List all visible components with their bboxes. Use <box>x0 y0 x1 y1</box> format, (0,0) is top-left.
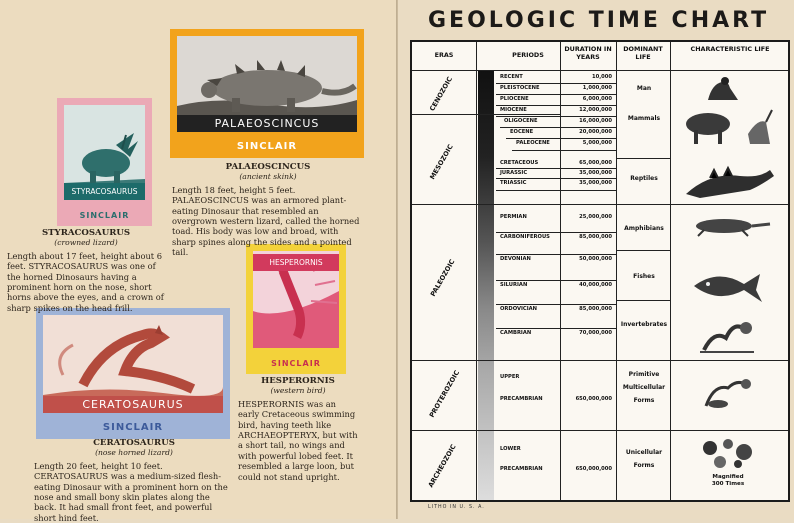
header-dominant-life <box>620 46 666 61</box>
illustration-man <box>698 76 748 102</box>
period-duration: 70,000,000 <box>579 330 612 336</box>
life-line: Multicellular <box>622 384 666 391</box>
row-divider <box>496 83 616 84</box>
period-name: PRECAMBRIAN <box>500 466 543 472</box>
caption-title: HESPERORNIS <box>261 376 335 386</box>
stamp-brand: SINCLAIR <box>79 211 130 220</box>
life-invertebrates: Invertebrates <box>620 321 668 328</box>
illustration-fishes <box>688 260 768 310</box>
caption-body: Length about 17 feet, height about 6 feet. STYRACOSAURUS was one of the horned Dinosaurs having a prominent horn on the nose, short horns above the eyes, and a crown of sharp spikes on the head frill. <box>7 250 164 313</box>
row-divider <box>512 150 616 151</box>
period-name: ORDOVICIAN <box>500 306 538 312</box>
period-name: CARBONIFEROUS <box>500 234 550 240</box>
stamp-brand: SINCLAIR <box>236 141 298 152</box>
stamp-styracosaurus <box>57 98 152 226</box>
caption-ceratosaurus <box>34 438 234 523</box>
magnified-note <box>696 474 760 488</box>
life-man: Man <box>636 85 652 92</box>
illustration-invertebrates <box>694 310 758 354</box>
row-divider <box>496 328 616 329</box>
stamp-brand: SINCLAIR <box>271 359 321 368</box>
caption-subtitle: (crowned lizard) <box>54 238 118 248</box>
caption-title: PALAEOSCINCUS <box>225 162 311 172</box>
life-mammals: Mammals <box>627 115 661 122</box>
illustration-mammals <box>678 104 778 154</box>
period-duration: 5,000,000 <box>582 140 612 146</box>
period-name: PLIOCENE <box>500 96 529 102</box>
stamp-banner: STYRACOSAURUS <box>64 183 145 200</box>
period-duration: 85,000,000 <box>579 306 612 312</box>
period-duration: 85,000,000 <box>579 234 612 240</box>
period-name: TRIASSIC <box>500 180 527 186</box>
caption-subtitle: (nose horned lizard) <box>95 448 173 458</box>
row-divider <box>496 304 616 305</box>
row-divider <box>496 360 616 361</box>
period-name: SILURIAN <box>500 282 528 288</box>
period-duration: 35,000,000 <box>579 180 612 186</box>
life-line: Unicellular <box>625 449 663 456</box>
period-duration: 25,000,000 <box>579 214 612 220</box>
life-line: Primitive <box>628 371 660 378</box>
note-line: 300 Times <box>711 481 745 487</box>
period-duration: 6,000,000 <box>582 96 612 102</box>
life-reptiles: Reptiles <box>630 175 658 182</box>
illustration-reptiles <box>680 162 780 202</box>
stamp-hesperornis <box>246 244 346 374</box>
period-name: EOCENE <box>510 129 534 135</box>
period-duration: 650,000,000 <box>575 466 612 472</box>
illustration-amphibians <box>682 214 772 238</box>
litho-note: LITHO IN U. S. A. <box>428 505 485 510</box>
period-duration: 1,000,000 <box>582 85 612 91</box>
header-characteristic-life <box>680 46 780 54</box>
time-scale-bar <box>478 71 494 500</box>
row-divider <box>496 94 616 95</box>
illustration-unicellular <box>698 436 762 470</box>
period-name: PALEOCENE <box>516 140 550 146</box>
header-periods: PERIODS <box>512 51 544 59</box>
caption-body: Length 18 feet, height 5 feet. PALAEOSCINCUS was an armored plant-eating Dinosaur that resembled an overgrown western lizard, called the horned toad. His body was low and broad, with sharp spines along the sides and a pointed tail. <box>172 184 360 258</box>
stamp-banner: PALAEOSCINCUS <box>177 115 357 132</box>
period-name: CRETACEOUS <box>500 160 539 166</box>
header-characteristic-life-text: CHARACTERISTIC LIFE <box>690 45 770 53</box>
period-duration: 650,000,000 <box>575 396 612 402</box>
period-name: PLEISTOCENE <box>500 85 540 91</box>
period-name: OLIGOCENE <box>504 118 538 124</box>
period-duration: 10,000 <box>591 74 612 80</box>
period-name: RECENT <box>500 74 523 80</box>
stamp-brand: SINCLAIR <box>102 422 164 433</box>
period-name: MIOCENE <box>500 107 527 113</box>
period-name: PRECAMBRIAN <box>500 396 543 402</box>
illustration-multicellular <box>698 374 758 410</box>
period-name: DEVONIAN <box>500 256 531 262</box>
row-divider <box>496 232 616 233</box>
caption-title: STYRACOSAURUS <box>41 228 131 238</box>
stamp-palaeoscincus <box>170 29 364 158</box>
row-divider <box>500 127 616 128</box>
row-divider <box>496 168 616 169</box>
caption-hesperornis <box>238 376 358 482</box>
life-primitive-multicellular <box>618 368 670 407</box>
period-duration: 35,000,000 <box>579 170 612 176</box>
period-name: LOWER <box>500 446 521 452</box>
era-paleozoic: PALEOZOIC <box>428 258 457 298</box>
period-duration: 65,000,000 <box>579 160 612 166</box>
life-line: Forms <box>633 462 655 469</box>
period-name: PERMIAN <box>500 214 527 220</box>
caption-styracosaurus <box>7 228 165 313</box>
life-line: Forms <box>633 397 655 404</box>
caption-subtitle: (western bird) <box>270 386 326 396</box>
era-cenozoic: CENOZOIC <box>428 75 455 113</box>
era-mesozoic: MESOZOIC <box>428 143 455 181</box>
right-page <box>398 0 794 519</box>
header-eras: ERAS <box>434 51 454 59</box>
row-divider <box>496 190 616 191</box>
row-divider <box>506 138 616 139</box>
note-line: Magnified <box>712 474 744 480</box>
header-dominant-life-text: DOMINANT LIFE <box>623 45 663 61</box>
caption-palaeoscincus <box>172 162 364 258</box>
chart-title: GEOLOGIC TIME CHART <box>428 8 770 33</box>
life-unicellular <box>618 446 670 472</box>
header-duration: DURATION IN YEARS <box>564 45 612 61</box>
row-divider <box>496 105 616 106</box>
row-divider <box>496 116 616 117</box>
period-name: CAMBRIAN <box>500 330 532 336</box>
period-duration: 40,000,000 <box>579 282 612 288</box>
life-fishes: Fishes <box>633 273 655 280</box>
period-name: JURASSIC <box>500 170 528 176</box>
period-name: UPPER <box>500 374 520 380</box>
row-divider <box>496 178 616 179</box>
caption-title: CERATOSAURUS <box>93 438 175 448</box>
era-proterozoic: PROTEROZOIC <box>427 369 462 419</box>
stamp-banner: HESPERORNIS <box>253 254 339 271</box>
period-duration: 50,000,000 <box>579 256 612 262</box>
caption-body: Length 20 feet, height 10 feet. CERATOSAURUS was a medium-sized flesh-eating Dinosaur with a prominent horn on the nose and small bony skin plates along the back. It had small front feet, and powerful short hind feet. <box>34 460 228 523</box>
geologic-time-chart <box>410 40 790 502</box>
period-duration: 16,000,000 <box>579 118 612 124</box>
period-duration: 20,000,000 <box>579 129 612 135</box>
row-divider <box>496 280 616 281</box>
stamp-ceratosaurus <box>36 308 230 439</box>
period-duration: 12,000,000 <box>579 107 612 113</box>
caption-subtitle: (ancient skink) <box>239 172 297 182</box>
era-archeozoic: ARCHEOZOIC <box>426 443 458 489</box>
caption-body: HESPERORNIS was an early Cretaceous swimming bird, having teeth like ARCHAEOPTERYX, but with a short tail, no wings and with powerful lobed feet. It resembled a large loon, but could not stand upright. <box>238 398 358 482</box>
stamp-banner: CERATOSAURUS <box>43 396 223 413</box>
life-amphibians: Amphibians <box>624 225 664 232</box>
row-divider <box>496 254 616 255</box>
